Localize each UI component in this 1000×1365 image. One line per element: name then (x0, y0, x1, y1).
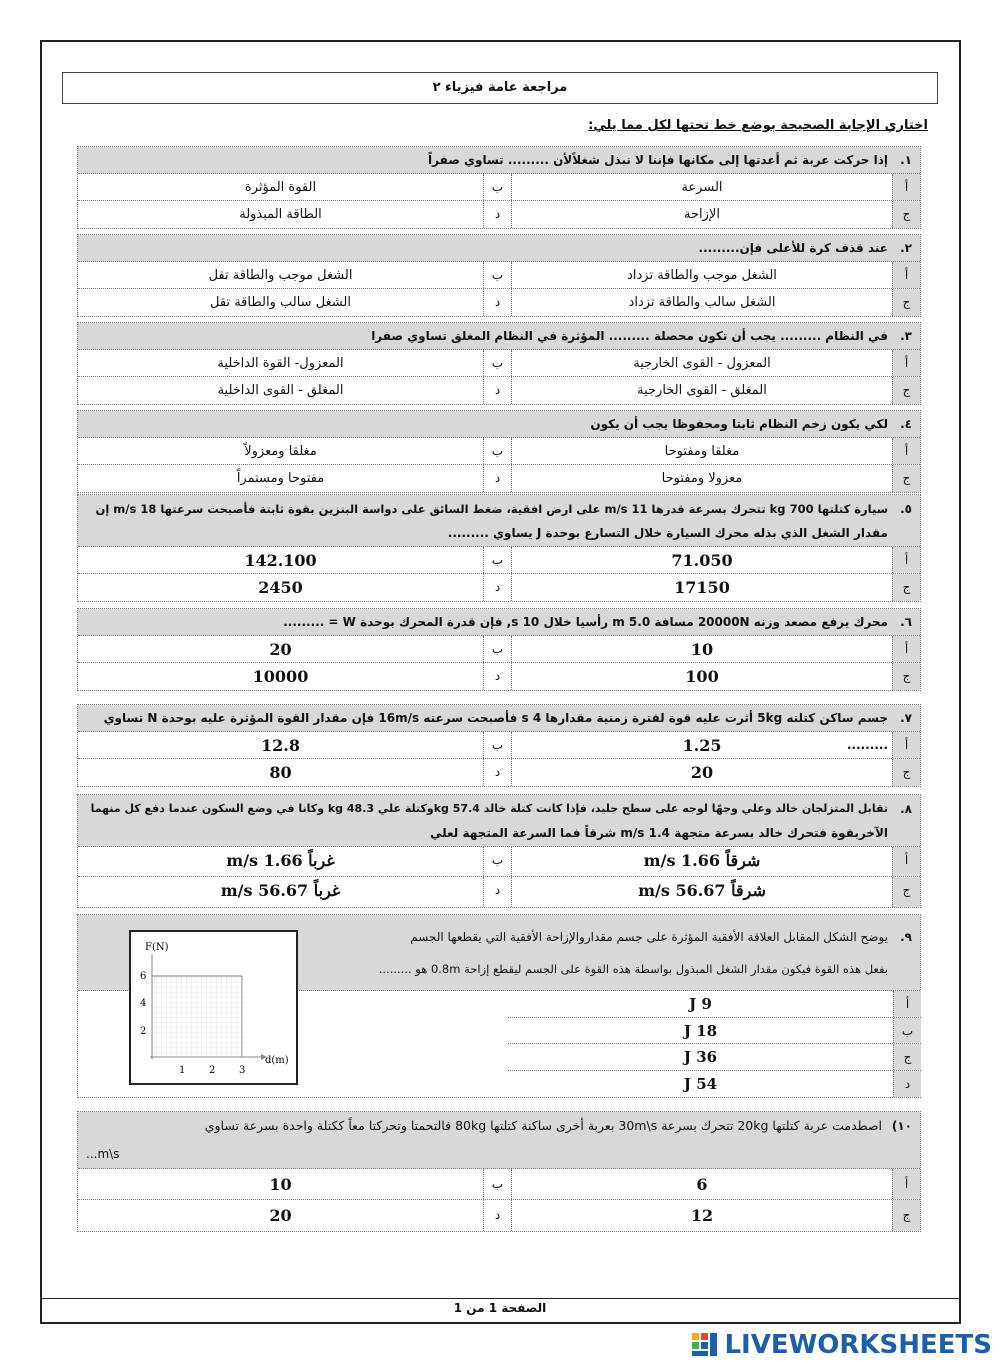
option-letter: ج (892, 201, 920, 228)
x-tick-label: 3 (239, 1065, 246, 1076)
option-d[interactable]: 80 (269, 763, 292, 782)
question-2 (77, 234, 921, 317)
question-header (78, 609, 920, 636)
x-axis-label: d(m) (265, 1055, 289, 1066)
option-row (78, 1200, 920, 1231)
option-letter: ج (892, 759, 920, 786)
option-row (508, 991, 921, 1018)
y-tick-label: 6 (140, 971, 147, 982)
question-header (78, 411, 920, 438)
option-letter: ب (483, 438, 511, 464)
option-row (78, 547, 920, 574)
question-text-line-2: الآخربقوة فتحرك خالد بسرعة متجهة 1.4 m/s شرقاً فما السرعة المتجهة لعلي (429, 826, 888, 840)
option-d[interactable]: 54 J (683, 1074, 718, 1093)
option-c[interactable]: شرقاً 56.67 m/s (511, 877, 892, 907)
option-row (78, 847, 920, 877)
option-d[interactable]: غرباً 56.67 m/s (220, 881, 341, 900)
question-text: عند قذف كرة للأعلى فإن......... (698, 241, 888, 255)
option-b[interactable]: 10 (269, 1175, 292, 1194)
question-number: ٥. (900, 502, 912, 516)
option-row (78, 350, 920, 377)
question-header (78, 495, 920, 547)
option-row (78, 262, 920, 289)
option-b[interactable]: 20 (269, 640, 292, 659)
question-text-line-2: مقدار الشغل الذي بذله محرك السيارة خلال التسارع بوحدة J يساوي ......... (447, 526, 888, 540)
option-a[interactable]: المعزول - القوى الخارجية (511, 350, 892, 376)
option-letter: ب (483, 262, 511, 288)
option-letter: د (483, 201, 511, 228)
option-c[interactable]: 100 (511, 663, 892, 690)
option-a[interactable]: شرقاً 1.66 m/s (511, 847, 892, 876)
option-letter: أ (892, 1169, 920, 1199)
question-text (86, 797, 888, 845)
option-row (508, 1044, 921, 1071)
footer-divider (40, 1298, 961, 1299)
question-text: جسم ساكن كتلته 5kg أثرت عليه قوة لفترة زمنية مقدارها 4 s فأصبحت سرعته 16m/s فإن مقدار القوة المؤثرة عليه بوحدة N تساوي ......... (103, 711, 888, 752)
option-a[interactable]: 1.25 (511, 732, 892, 758)
option-letter: ب (483, 732, 511, 758)
option-letter: ب (893, 1018, 921, 1044)
option-d[interactable]: المغلق - القوى الداخلية (217, 383, 344, 398)
option-d[interactable]: الطاقة المبذولة (239, 207, 322, 222)
option-row (508, 1018, 921, 1045)
option-c[interactable]: الشغل سالب والطاقة تزداد (511, 289, 892, 316)
option-letter: د (483, 877, 511, 907)
question-text-line-1: تقابل المتزلجان خالد وعلي وجهًا لوجه على سطح جليد، فإذا كانت كتلة خالد 57.4 kgوكتلة علي 48.3 kg وكانا في وضع السكون عندما دفع كل منهما (90, 802, 888, 815)
question-text-line-2: m\s... (86, 1147, 120, 1161)
question-6 (77, 608, 921, 691)
question-text-line-2: بفعل هذه القوة فيكون مقدار الشغل المبذول بواسطة هذه القوة على الجسم ليقطع إزاحة 0.8m هو ......... (378, 962, 888, 976)
option-a[interactable]: 10 (511, 636, 892, 662)
option-letter: د (483, 759, 511, 786)
option-row (78, 732, 920, 759)
option-c[interactable]: 12 (511, 1200, 892, 1231)
option-letter: ب (483, 847, 511, 876)
question-8 (77, 794, 921, 908)
option-row (78, 465, 920, 492)
question-header (78, 323, 920, 350)
option-d[interactable]: 20 (269, 1206, 292, 1225)
option-row (78, 877, 920, 907)
option-d[interactable]: 2450 (258, 578, 303, 597)
option-c[interactable]: 17150 (511, 574, 892, 601)
question-header (78, 1112, 920, 1169)
liveworksheets-icon (692, 1333, 718, 1357)
graph-grid (152, 976, 242, 1057)
question-text-line-1: يوضح الشكل المقابل العلاقة الأفقية المؤثرة على جسم مقداروالإزاحة الأفقية التي يقطعها الجسم (410, 930, 888, 944)
option-letter: أ (892, 732, 920, 758)
option-letter: ج (892, 465, 920, 492)
question-text: لكي يكون زخم النظام ثابتا ومحفوظا يجب أن يكون (590, 417, 888, 431)
option-letter: ج (892, 377, 920, 404)
option-row (78, 574, 920, 601)
question-header (78, 147, 920, 174)
option-c[interactable]: 20 (511, 759, 892, 786)
option-letter: د (483, 465, 511, 492)
option-c[interactable]: المغلق - القوى الخارجية (511, 377, 892, 404)
option-letter: أ (892, 438, 920, 464)
option-b[interactable]: غرباً 1.66 m/s (226, 851, 335, 870)
option-letter: أ (892, 350, 920, 376)
option-c[interactable]: الإزاحة (511, 201, 892, 228)
brand-name: LIVEWORKSHEETS (724, 1330, 992, 1360)
option-a[interactable]: الشغل موجب والطاقة تزداد (511, 262, 892, 288)
option-letter: د (483, 377, 511, 404)
option-letter: ب (483, 1169, 511, 1199)
option-letter: د (483, 663, 511, 690)
option-row (78, 636, 920, 663)
option-a[interactable]: 6 (511, 1169, 892, 1199)
option-b[interactable]: القوة المؤثرة (244, 180, 317, 195)
option-letter: د (483, 574, 511, 601)
option-letter: أ (892, 547, 920, 573)
option-row (78, 759, 920, 786)
option-row (78, 438, 920, 465)
option-letter: ج (892, 1200, 920, 1231)
question-text: إذا حركت عربة ثم أعدتها إلى مكانها فإننا لا نبذل شغلاًلأن ......... تساوي صفراً (428, 153, 888, 167)
option-letter: ج (893, 1044, 921, 1070)
question-number: ٤. (900, 417, 912, 431)
option-letter: ج (892, 663, 920, 690)
option-row (78, 201, 920, 228)
question-3 (77, 322, 921, 405)
question-header (78, 795, 920, 847)
question-4 (77, 410, 921, 493)
option-a[interactable]: السرعة (511, 174, 892, 200)
question-1 (77, 146, 921, 229)
option-row (78, 1169, 920, 1200)
question-number: ٧. (900, 711, 912, 725)
option-letter: ج (892, 289, 920, 316)
option-d[interactable]: الشغل سالب والطاقة تقل (210, 295, 351, 310)
option-d[interactable]: 10000 (252, 667, 309, 686)
question-header (78, 235, 920, 262)
option-b[interactable]: المعزول- القوة الداخلية (217, 356, 344, 371)
option-letter: ب (483, 350, 511, 376)
option-letter: ج (892, 877, 920, 907)
option-d[interactable]: مفتوحا ومستمراً (236, 471, 325, 486)
question-number: ٢. (900, 241, 912, 255)
option-letter: د (483, 1200, 511, 1231)
question-7 (77, 704, 921, 787)
option-b[interactable]: الشغل موجب والطاقة تقل (208, 268, 353, 283)
option-letter: أ (893, 991, 921, 1017)
option-c[interactable]: 36 J (683, 1048, 718, 1066)
option-letter: ب (483, 636, 511, 662)
option-letter: أ (892, 174, 920, 200)
question-5 (77, 494, 921, 602)
question-text (86, 1112, 882, 1168)
question-number: ٩. (900, 930, 912, 944)
option-row (78, 174, 920, 201)
option-c[interactable]: معزولا ومفتوحا (511, 465, 892, 492)
question-text (86, 497, 888, 545)
option-letter: د (893, 1071, 921, 1098)
option-b[interactable]: 142.100 (244, 551, 317, 570)
instruction-text: اختاري الإجابة الصحيحة بوضع خط تحتها لكل مما يلي: (588, 118, 928, 133)
option-letter: د (483, 289, 511, 316)
brand-logo (692, 1330, 992, 1360)
question-number: ٦. (900, 615, 912, 629)
option-letter: أ (892, 636, 920, 662)
option-row (508, 1071, 921, 1098)
x-tick-label: 2 (209, 1065, 216, 1076)
question-number: ١. (900, 153, 912, 167)
option-letter: أ (892, 847, 920, 876)
y-axis-label: F(N) (145, 942, 169, 953)
question-text-line-1: اصطدمت عربة كتلتها 20kg تتحرك بسرعة 30m\s بعربة أخرى ساكنة كتلتها 80kg فالتحمتا وتحركتا معاً ككتلة واحدة بسرعة تساوي (204, 1118, 882, 1133)
page-footer: الصفحة 1 من 1 (453, 1301, 547, 1315)
option-letter: أ (892, 262, 920, 288)
question-number: ٣. (900, 329, 912, 343)
question-9-options (508, 991, 921, 1097)
question-text-line-1: سيارة كتلتها 700 kg تتحرك بسرعة قدرها 11 m/s على ارض افقية، ضغط السائق على دواسة البنزين بقوة ثابتة فأصبحت سرعتها 18 m/s إن (95, 502, 888, 516)
option-row (78, 377, 920, 404)
question-text: محرك يرفع مصعد وزنه 20000N مسافة 5.0 m رأسيا خلال 10 s, فإن قدرة المحرك بوحدة W = ......... (283, 615, 888, 629)
x-tick-label: 1 (179, 1065, 186, 1076)
option-a[interactable]: 9 J (689, 995, 712, 1013)
y-tick-label: 2 (140, 1026, 147, 1037)
question-10 (77, 1111, 921, 1232)
question-text: في النظام ......... يجب أن تكون محصلة ......... المؤثرة في النظام المغلق تساوي صفرا (371, 329, 888, 343)
graph-svg (131, 932, 296, 1083)
option-letter: ب (483, 174, 511, 200)
option-row (78, 663, 920, 690)
option-b[interactable]: 18 J (683, 1021, 718, 1040)
page-title: مراجعة عامة فيزياء ٢ (62, 72, 938, 104)
question-number: ٨. (900, 802, 912, 816)
y-tick-label: 4 (140, 998, 147, 1009)
option-b[interactable]: 12.8 (261, 736, 300, 755)
option-row (78, 289, 920, 316)
option-b[interactable]: مغلقا ومعزولاً (244, 444, 317, 459)
option-letter: ج (892, 574, 920, 601)
option-a[interactable]: مغلقا ومفتوحا (511, 438, 892, 464)
force-displacement-graph (129, 930, 298, 1085)
option-letter: ب (483, 547, 511, 573)
question-number: ١٠) (891, 1119, 912, 1133)
option-a[interactable]: 71.050 (511, 547, 892, 573)
